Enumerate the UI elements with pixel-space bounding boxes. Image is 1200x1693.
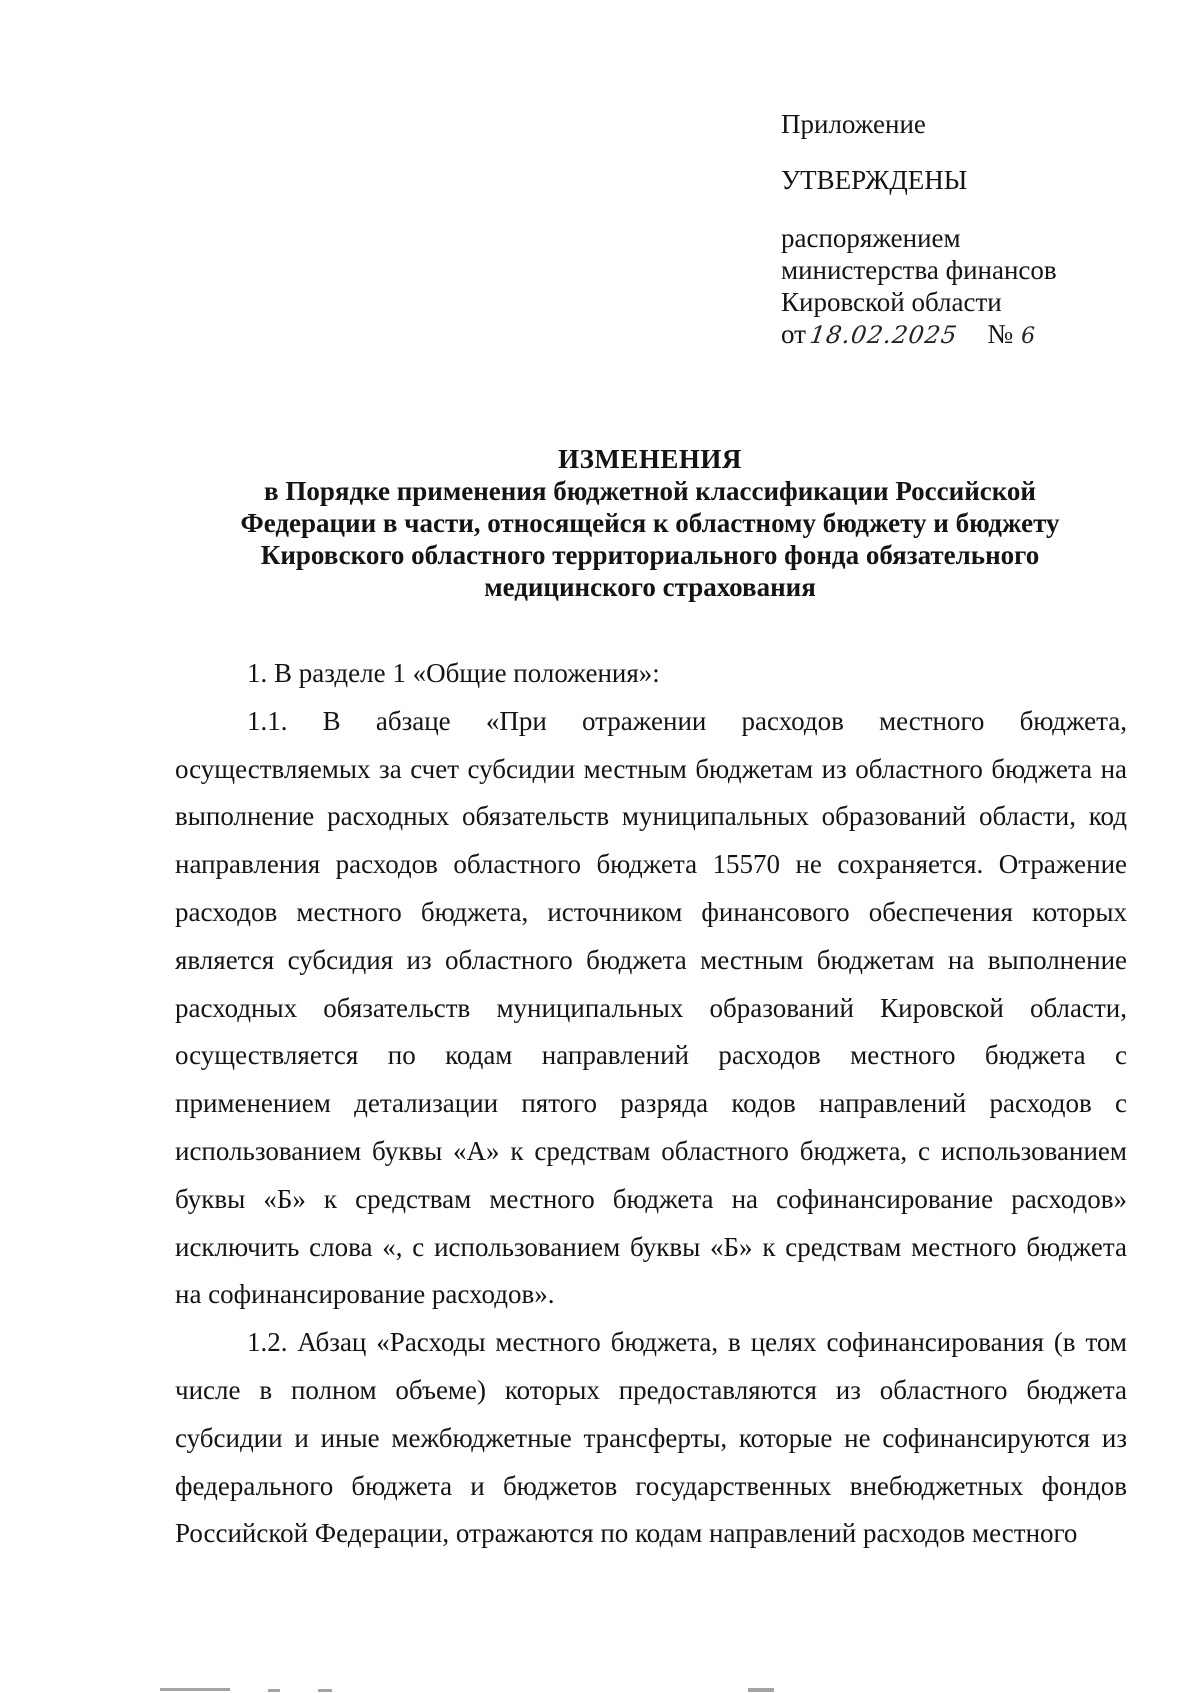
paragraph-1-1: 1.1. В абзаце «При отражении расходов местного бюджета, осуществляемых за счет субсидии местным бюджетам из областного бюджета на выполнение расходных обязательств муниципальных образований области, код направления расходов областного бюджета 15570 не сохраняется. Отражение расходов местного бюджета, источником финансового обеспечения которых является субсидия из областного бюджета местным бюджетам на выполнение расходных обязательств муниципальных образований Кировской области, осуществляется по кодам направлений расходов местного бюджета с применением детализации пятого разряда кодов направлений расходов с использованием буквы «А» к средствам областного бюджета, с использованием буквы «Б» к средствам местного бюджета на софинансирование расходов» исключить слова «, с использованием буквы «Б» к средствам местного бюджета на софинансирование расходов». [175,705,1127,1310]
scan-artifact-mark [160,1688,230,1691]
date-prefix: от [781,319,806,349]
number-label: № [987,319,1014,349]
document-body [175,650,1127,1558]
approval-block [781,108,1181,353]
handwritten-date: 18.02.2025 [807,321,960,349]
approved-label: УТВЕРЖДЕНЫ [781,165,968,195]
scan-artifact-mark [748,1688,774,1692]
title-main: ИЗМЕНЕНИЯ [558,444,742,474]
appendix-label: Приложение [781,109,926,139]
document-title [170,443,1130,603]
approval-line-ministry: министерства финансов [781,255,1057,285]
title-line-3: Кировского областного территориального фонда обязательного [260,540,1040,570]
title-line-1: в Порядке применения бюджетной классификации Российской [263,476,1036,506]
approval-line-region: Кировской области [781,287,1002,317]
paragraph-1-2: 1.2. Абзац «Расходы местного бюджета, в целях софинансирования (в том числе в полном объеме) которых предоставляются из областного бюджета субсидии и иные межбюджетные трансферты, которые не софинансируются из федерального бюджета и бюджетов государственных внебюджетных фондов Российской Федерации, отражаются по кодам направлений расходов местного [175,1327,1127,1549]
section-1-heading: 1. В разделе 1 «Общие положения»: [247,658,660,688]
scan-artifact-mark [268,1689,280,1692]
title-line-4: медицинского страхования [484,572,816,602]
scan-artifact-mark [318,1689,332,1692]
handwritten-number: 6 [1021,324,1036,349]
approval-line-order: распоряжением [781,223,961,253]
title-line-2: Федерации в части, относящейся к областному бюджету и бюджету [240,508,1060,538]
approval-date-line [781,318,1181,353]
